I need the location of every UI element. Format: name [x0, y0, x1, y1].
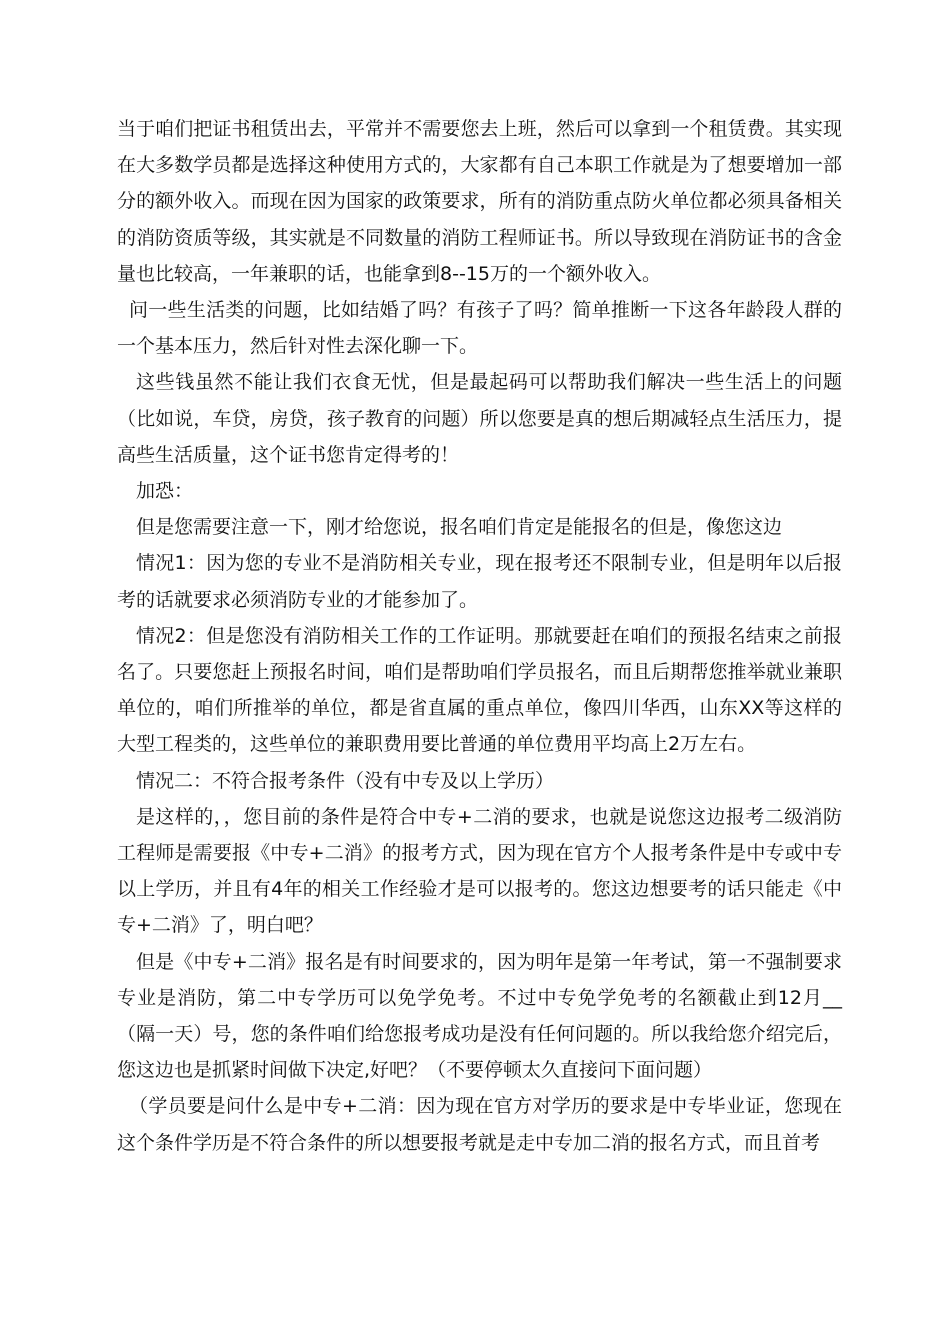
paragraph-situation-two-heading: 情况二：不符合报考条件（没有中专及以上学历） — [136, 769, 555, 792]
paragraph-situation-1: 情况1：因为您的专业不是消防相关专业，现在报考还不限制专业，但是明年以后报考的话就要求必须消防专业的才能参加了。 — [117, 552, 842, 611]
paragraph-certificate-rental: 当于咱们把证书租赁出去，平常并不需要您去上班，然后可以拿到一个租赁费。其实现在大多数学员都是选择这种使用方式的，大家都有自己本职工作就是为了想要增加一部分的额外收入。而现在因为国家的政策要求，所有的消防重点防火单位都必须具备相关的消防资质等级，其实就是不同数量的消防工程师证书。所以导致现在消防证书的含金量也比较高，一年兼职的话，也能拿到8--15万的一个额外收入。 — [117, 118, 842, 285]
paragraph-life-pressure: 这些钱虽然不能让我们衣食无忧，但是最起码可以帮助我们解决一些生活上的问题（比如说，车贷，房贷，孩子教育的问题）所以您要是真的想后期减轻点生活压力，提高些生活质量，这个证书您肯定得考的！ — [117, 371, 842, 466]
paragraph-attention-note: 但是您需要注意一下，刚才给您说，报名咱们肯定是能报名的但是，像您这边 — [136, 516, 783, 539]
paragraph-time-requirement: 但是《中专+二消》报名是有时间要求的，因为明年是第一年考试，第一不强制要求专业是消防，第二中专学历可以免学免考。不过中专免学免考的名额截止到12月__（隔一天）号，您的条件咱们给您报考成功是没有任何问题的。所以我给您介绍完后，您这边也是抓紧时间做下决定,好吧？（不要停顿太久直接问下面问题） — [117, 950, 842, 1082]
paragraph-situation-2: 情况2：但是您没有消防相关工作的工作证明。那就要赶在咱们的预报名结束之前报名了。只要您赶上预报名时间，咱们是帮助咱们学员报名，而且后期帮您推举就业兼职单位的，咱们所推举的单位，都是省直属的重点单位，像四川华西，山东XX等这样的大型工程类的，这些单位的兼职费用要比普通的单位费用平均高上2万左右。 — [117, 624, 842, 756]
paragraph-student-question: （学员要是问什么是中专+二消：因为现在官方对学历的要求是中专毕业证，您现在这个条件学历是不符合条件的所以想要报考就是走中专加二消的报名方式，而且首考 — [117, 1095, 842, 1154]
document-body — [117, 111, 842, 1161]
paragraph-life-questions: 问一些生活类的问题，比如结婚了吗？有孩子了吗？简单推断一下这各年龄段人群的一个基本压力，然后针对性去深化聊一下。 — [117, 299, 842, 358]
paragraph-secondary-plus-fire: 是这样的，，您目前的条件是符合中专+二消的要求，也就是说您这边报考二级消防工程师是需要报《中专+二消》的报考方式，因为现在官方个人报考条件是中专或中专以上学历，并且有4年的相关工作经验才是可以报考的。您这边想要考的话只能走《中专+二消》了，明白吧？ — [117, 805, 842, 937]
paragraph-add-urgency-heading: 加恐： — [136, 480, 194, 503]
